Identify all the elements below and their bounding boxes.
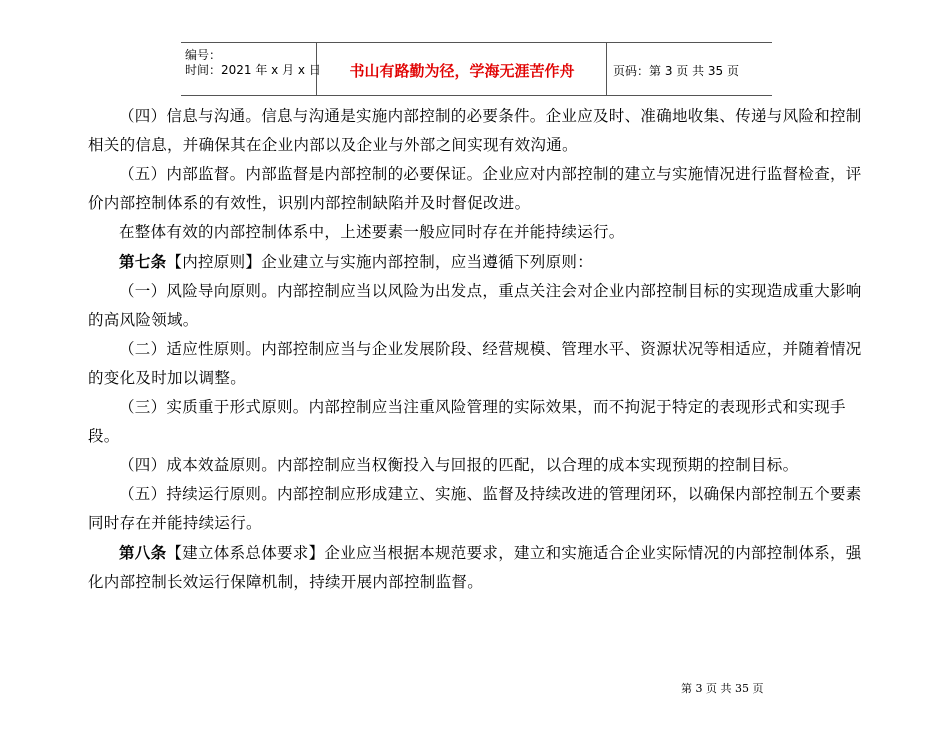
paragraph xyxy=(88,480,872,538)
paragraph-text: 【内控原则】企业建立与实施内部控制，应当遵循下列原则： xyxy=(166,253,594,271)
header-number-label: 编号： xyxy=(185,48,222,62)
paragraph-text: （四）信息与沟通。信息与沟通是实施内部控制的必要条件。企业应及时、准确地收集、传递与风险和控制相关的信息，并确保其在企业内部以及企业与外部之间实现有效沟通。 xyxy=(88,107,862,154)
paragraph xyxy=(88,335,872,393)
header-motto: 书山有路勤为径，学海无涯苦作舟 xyxy=(349,62,575,80)
paragraph-text: 【建立体系总体要求】企业应当根据本规范要求，建立和实施适合企业实际情况的内部控制体系，强化内部控制长效运行保障机制，持续开展内部控制监督。 xyxy=(88,544,862,591)
article-number: 第七条 xyxy=(119,252,167,271)
paragraph-text: 在整体有效的内部控制体系中，上述要素一般应同时存在并能持续运行。 xyxy=(119,223,625,241)
paragraph xyxy=(88,102,872,160)
paragraph-text: （一）风险导向原则。内部控制应当以风险为出发点，重点关注会对企业内部控制目标的实现造成重大影响的高风险领域。 xyxy=(88,282,862,329)
header-date-label: 时间：2021 年 x 月 x 日 xyxy=(185,63,321,77)
paragraph xyxy=(88,277,872,335)
paragraph xyxy=(88,451,872,480)
article-paragraph xyxy=(88,247,872,277)
paragraph xyxy=(88,160,872,218)
paragraph xyxy=(88,393,872,451)
paragraph-text: （四）成本效益原则。内部控制应当权衡投入与回报的匹配，以合理的成本实现预期的控制目标。 xyxy=(119,456,799,474)
page-footer: 第 3 页 共 35 页 xyxy=(681,682,764,695)
header-divider xyxy=(606,43,607,95)
article-number: 第八条 xyxy=(119,543,167,562)
document-body xyxy=(88,102,872,597)
paragraph-text: （三）实质重于形式原则。内部控制应当注重风险管理的实际效果，而不拘泥于特定的表现形式和实现手段。 xyxy=(88,398,846,445)
paragraph-text: （五）持续运行原则。内部控制应形成建立、实施、监督及持续改进的管理闭环，以确保内部控制五个要素同时存在并能持续运行。 xyxy=(88,485,862,532)
article-paragraph xyxy=(88,538,872,597)
paragraph-text: （二）适应性原则。内部控制应当与企业发展阶段、经营规模、管理水平、资源状况等相适应，并随着情况的变化及时加以调整。 xyxy=(88,340,862,387)
page-header xyxy=(181,42,772,96)
paragraph-text: （五）内部监督。内部监督是内部控制的必要保证。企业应对内部控制的建立与实施情况进行监督检查，评价内部控制体系的有效性，识别内部控制缺陷并及时督促改进。 xyxy=(88,165,862,212)
header-page-label: 页码：第 3 页 共 35 页 xyxy=(613,64,739,78)
paragraph xyxy=(88,218,872,247)
